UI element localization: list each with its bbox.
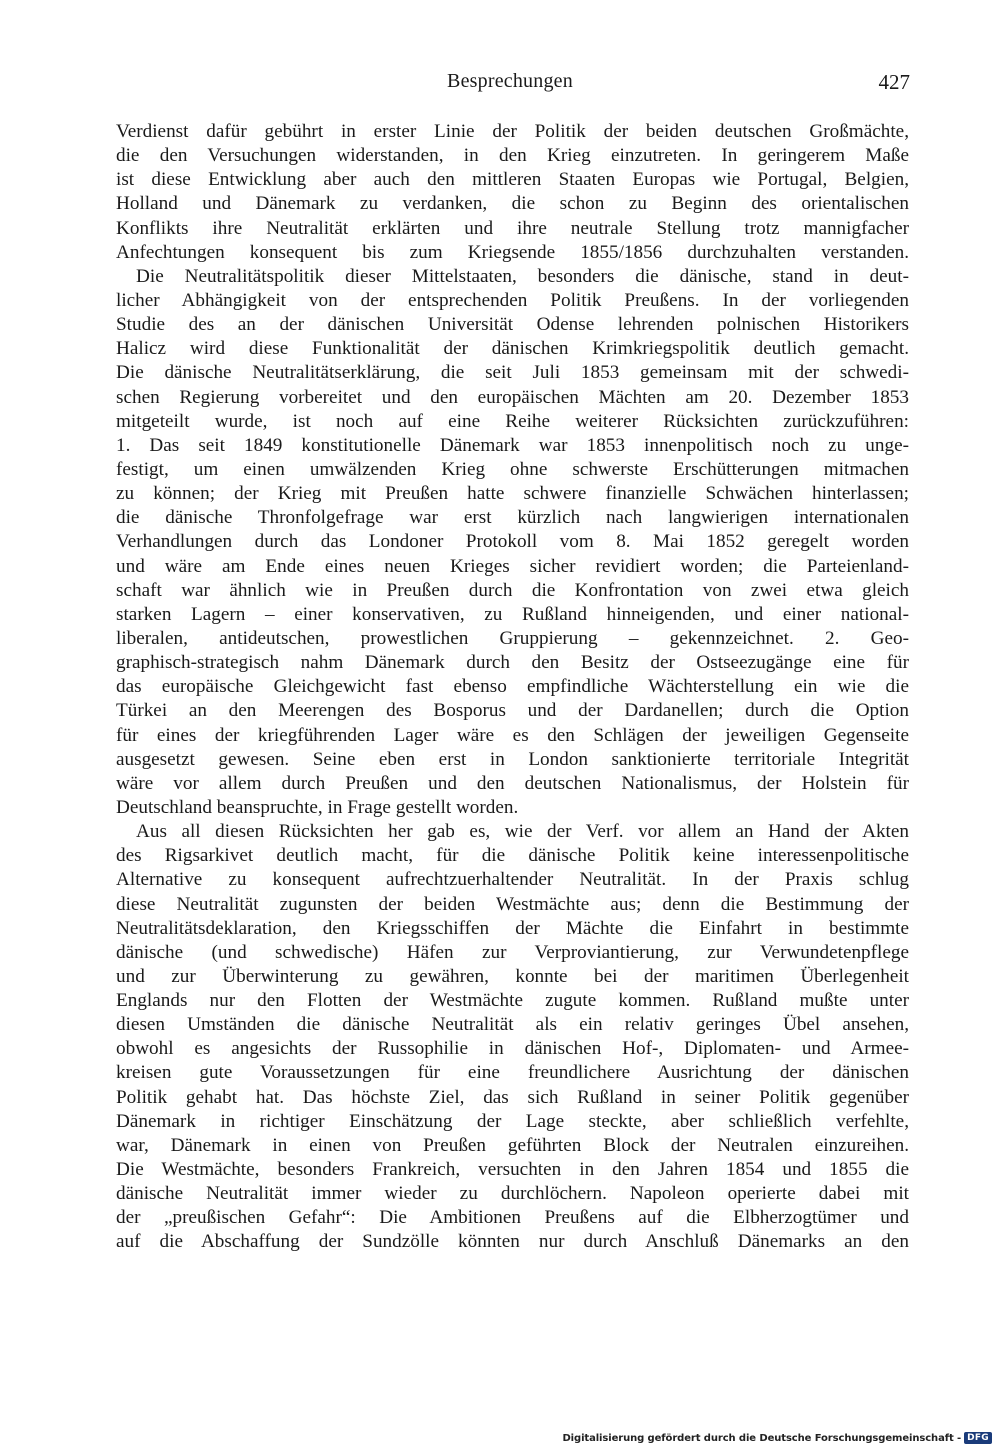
text-line: mitgeteilt wurde, ist noch auf eine Reihe weiterer Rücksichten zurückzuführen: <box>116 410 909 432</box>
text-line: Holland und Dänemark zu verdanken, die schon zu Beginn des orientalischen <box>116 193 909 215</box>
text-line: schen Regierung vorbereitet und den europäischen Mächten am 20. Dezember 1853 <box>116 386 909 408</box>
text-line: starken Lagern – einer konservativen, zu Rußland hinneigenden, und einer national- <box>116 603 909 625</box>
text-line-paragraph-start: Die Neutralitätspolitik dieser Mittelstaaten, besonders die dänische, stand in deut- <box>136 265 909 287</box>
text-line: Die Westmächte, besonders Frankreich, versuchten in den Jahren 1854 und 1855 die <box>116 1159 909 1181</box>
text-line: Konflikts ihre Neutralität erklärten und ihre neutrale Stellung trotz mannigfacher <box>116 217 909 239</box>
digitization-footer <box>562 1432 992 1444</box>
text-line: Studie des an der dänischen Universität Odense lehrenden polnischen Historikers <box>116 314 909 336</box>
text-line: Englands nur den Flotten der Westmächte zugute kommen. Rußland mußte unter <box>116 990 909 1012</box>
text-line: die den Versuchungen widerstanden, in den Krieg einzutreten. In geringerem Maße <box>116 145 909 167</box>
text-line: Anfechtungen konsequent bis zum Kriegsende 1855/1856 durchzuhalten verstanden. <box>116 241 909 263</box>
text-line: und zur Überwinterung zu gewähren, konnte bei der maritimen Überlegenheit <box>116 965 909 987</box>
text-line: schaft war ähnlich wie in Preußen durch die Konfrontation von zwei etwa gleich <box>116 579 909 601</box>
running-title: Besprechungen <box>447 70 573 92</box>
text-line: ausgesetzt gewesen. Seine eben erst in London sanktionierte territoriale Integrität <box>116 748 909 770</box>
text-line: Verhandlungen durch das Londoner Protokoll vom 8. Mai 1852 geregelt worden <box>116 531 909 553</box>
text-line: Politik gehabt hat. Das höchste Ziel, das sich Rußland in seiner Politik gegenüber <box>116 1086 909 1108</box>
text-line: dänische (und schwedische) Häfen zur Verproviantierung, zur Verwundetenpflege <box>116 941 909 963</box>
text-line: des Rigsarkivet deutlich macht, für die dänische Politik keine interessenpolitische <box>116 845 909 867</box>
text-line-paragraph-end: Deutschland beanspruchte, in Frage gestellt worden. <box>116 796 519 818</box>
body-text <box>116 120 909 1255</box>
text-line: kreisen gute Voraussetzungen für eine freundlichere Ausrichtung der dänischen <box>116 1062 909 1084</box>
text-line: Die dänische Neutralitätserklärung, die seit Juli 1853 gemeinsam mit der schwedi- <box>116 362 909 384</box>
text-line: festigt, um einen umwälzenden Krieg ohne schwerste Erschütterungen mitmachen <box>116 458 909 480</box>
text-line: die dänische Thronfolgefrage war erst kürzlich nach langwierigen internationalen <box>116 507 909 529</box>
text-line: Neutralitätsdeklaration, den Kriegsschiffen der Mächte die Einfahrt in bestimmte <box>116 917 909 939</box>
dfg-logo-icon: DFG <box>964 1432 992 1444</box>
text-line: Dänemark in richtiger Einschätzung der Lage steckte, aber schließlich verfehlte, <box>116 1110 909 1132</box>
text-line: diesen Umständen die dänische Neutralität als ein relativ geringes Übel ansehen, <box>116 1014 909 1036</box>
text-line: für eines der kriegführenden Lager wäre es den Schlägen der jeweiligen Gegenseite <box>116 724 909 746</box>
text-line: liberalen, antideutschen, prowestlichen Gruppierung – gekennzeichnet. 2. Geo- <box>116 627 909 649</box>
text-line: obwohl es angesichts der Russophilie in dänischen Hof-, Diplomaten- und Armee- <box>116 1038 909 1060</box>
text-line: diese Neutralität zugunsten der beiden Westmächte aus; denn die Bestimmung der <box>116 893 909 915</box>
text-line: ist diese Entwicklung aber auch den mittleren Staaten Europas wie Portugal, Belgien, <box>116 169 909 191</box>
text-line: das europäische Gleichgewicht fast ebenso empfindliche Wächterstellung ein wie die <box>116 676 909 698</box>
text-line: und wäre am Ende eines neuen Krieges sicher revidiert worden; die Parteienland- <box>116 555 909 577</box>
text-line: licher Abhängigkeit von der entsprechenden Politik Preußens. In der vorliegenden <box>116 289 909 311</box>
text-line: Alternative zu konsequent aufrechtzuerhaltender Neutralität. In der Praxis schlug <box>116 869 909 891</box>
text-line: Türkei an den Meerengen des Bosporus und der Dardanellen; durch die Option <box>116 700 909 722</box>
page-number: 427 <box>878 70 910 94</box>
text-line: wäre vor allem durch Preußen und den deutschen Nationalismus, der Holstein für <box>116 772 909 794</box>
text-line: der „preußischen Gefahr“: Die Ambitionen Preußens auf die Elbherzogtümer und <box>116 1207 909 1229</box>
text-line: dänische Neutralität immer wieder zu durchlöchern. Napoleon operierte dabei mit <box>116 1183 909 1205</box>
text-line: Halicz wird diese Funktionalität der dänischen Krimkriegspolitik deutlich gemacht. <box>116 338 909 360</box>
footer-text: Digitalisierung gefördert durch die Deutsche Forschungsgemeinschaft - <box>562 1432 962 1444</box>
text-line: Verdienst dafür gebührt in erster Linie der Politik der beiden deutschen Großmächte, <box>116 121 909 142</box>
text-line: 1. Das seit 1849 konstitutionelle Dänemark war 1853 innenpolitisch noch zu unge- <box>116 434 909 456</box>
text-line-paragraph-start: Aus all diesen Rücksichten her gab es, wie der Verf. vor allem an Hand der Akten <box>136 821 909 843</box>
text-line: graphisch-strategisch nahm Dänemark durch den Besitz der Ostseezugänge eine für <box>116 652 909 674</box>
running-head <box>110 70 910 100</box>
text-line: auf die Abschaffung der Sundzölle könnten nur durch Anschluß Dänemarks an den <box>116 1231 909 1253</box>
text-line: war, Dänemark in einen von Preußen geführten Block der Neutralen einzureihen. <box>116 1134 909 1156</box>
text-line: zu können; der Krieg mit Preußen hatte schwere finanzielle Schwächen hinterlassen; <box>116 483 909 505</box>
